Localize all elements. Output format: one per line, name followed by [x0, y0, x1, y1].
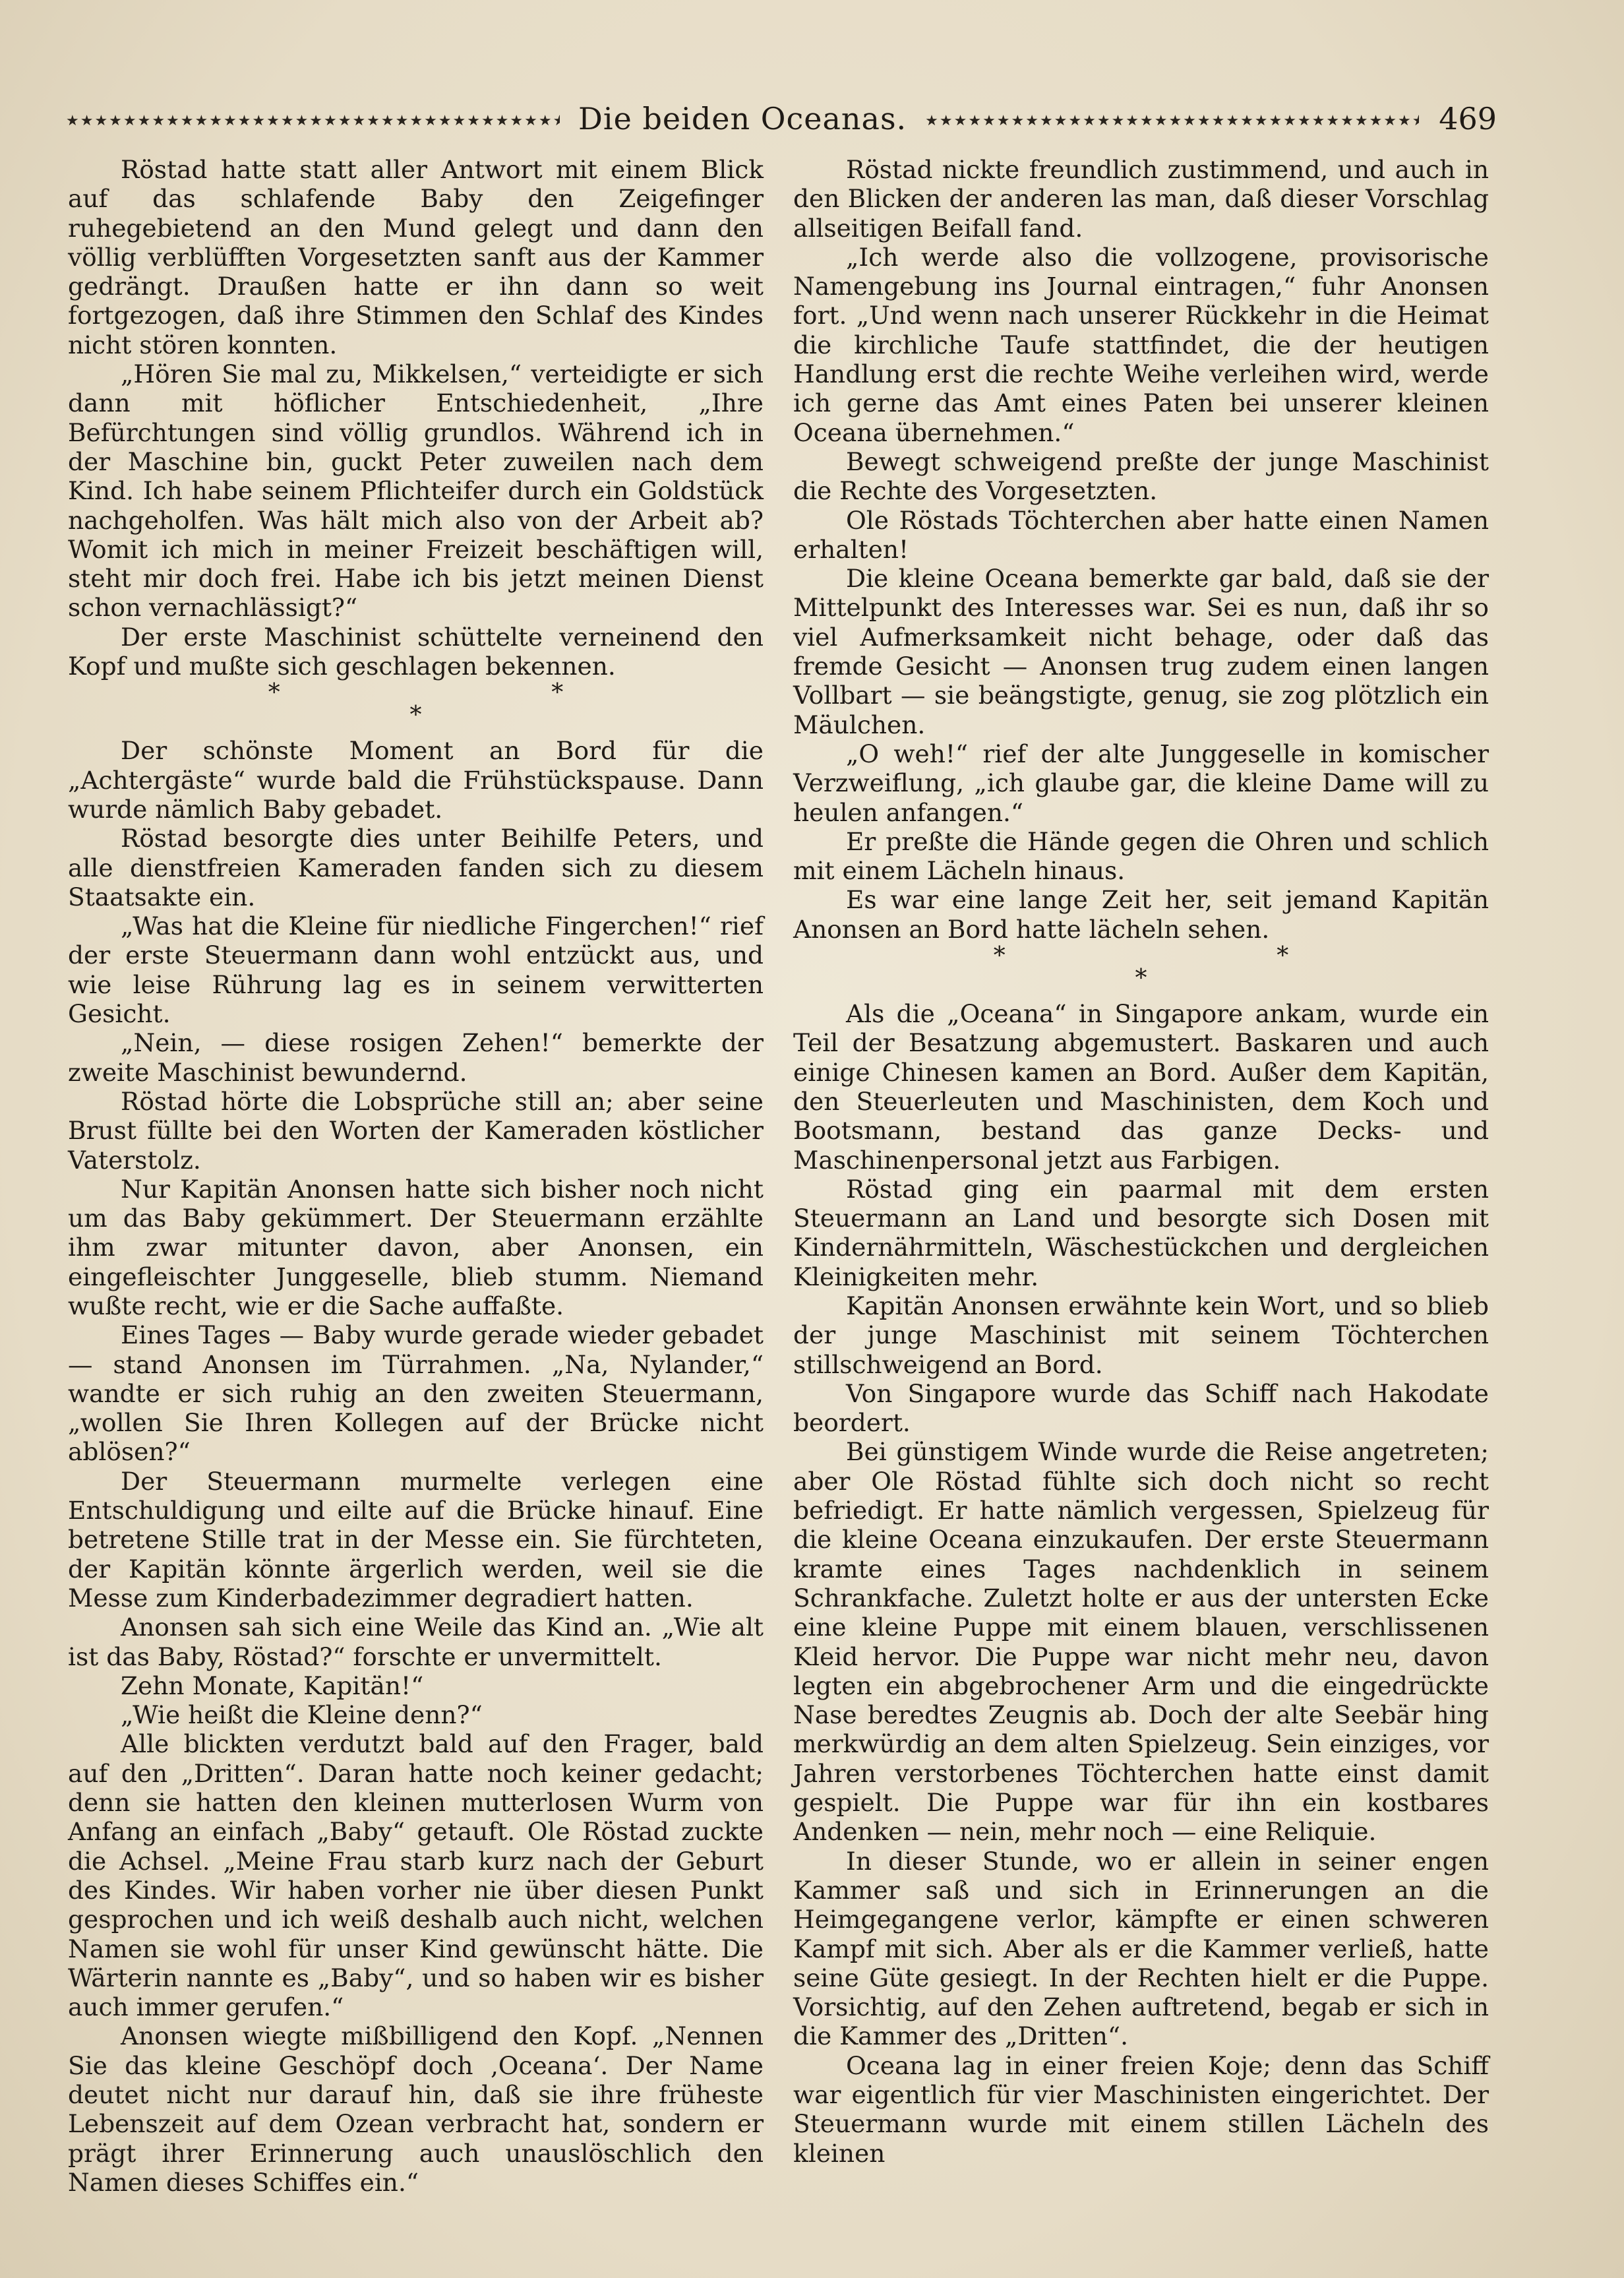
- paragraph: Er preßte die Hände gegen die Ohren und schlich mit einem Lächeln hinaus.: [793, 826, 1489, 886]
- paragraph: Röstad nickte freundlich zustimmend, und auch in den Blicken der anderen las man, daß dieser Vorschlag allseitigen Beifall fand.: [793, 155, 1489, 243]
- paragraph: Eines Tages — Baby wurde gerade wieder gebadet — stand Anonsen im Türrahmen. „Na, Nylander,“ wandte er sich ruhig an den zweiten Steuermann, „wollen Sie Ihren Kollegen auf der Brücke nicht ablösen?“: [68, 1320, 764, 1467]
- paragraph: Bei günstigem Winde wurde die Reise angetreten; aber Ole Röstad fühlte sich doch nicht so recht befriedigt. Er hatte nämlich vergessen, Spielzeug für die kleine Oceana einzukaufen. Der erste Steuermann kramte eines Tages nachdenklich in seinem Schrankfache. Zuletzt holte er aus der untersten Ecke eine kleine Puppe mit einem blauen, verschlissenen Kleid hervor. Die Puppe war nicht mehr neu, davon legten ein abgebrochener Arm und die eingedrückte Nase beredtes Zeugnis ab. Doch der alte Seebär hing merkwürdig an dem alten Spielzeug. Sein einziges, vor Jahren verstorbenes Töchterchen hatte einst damit gespielt. Die Puppe war für ihn ein kostbares Andenken — nein, mehr noch — eine Reliquie.: [793, 1437, 1489, 1847]
- paragraph: Oceana lag in einer freien Koje; denn das Schiff war eigentlich für vier Maschinisten eingerichtet. Der Steuermann wurde mit einem stillen Lächeln des kleinen: [793, 2050, 1489, 2168]
- paragraph: Als die „Oceana“ in Singapore ankam, wurde ein Teil der Besatzung abgemustert. Baskaren und auch einige Chinesen kamen an Bord. Außer dem Kapitän, den Steuerleuten und Maschinisten, dem Koch und Bootsmann, bestand das ganze Decks- und Maschinenpersonal jetzt aus Farbigen.: [793, 999, 1489, 1175]
- paragraph: Die kleine Oceana bemerkte gar bald, daß sie der Mittelpunkt des Interesses war. Sei es nun, daß ihr so viel Aufmerksamkeit nicht behage, oder daß das fremde Gesicht — Anonsen trug zudem einen langen Vollbart — sie beängstigte, genug, sie zog plötzlich ein Mäulchen.: [793, 564, 1489, 739]
- section-separator: [68, 679, 764, 729]
- paragraph: Röstad ging ein paarmal mit dem ersten Steuermann an Land und besorgte sich Dosen mit Kindernährmitteln, Wäschestückchen und dergleichen Kleinigkeiten mehr.: [793, 1174, 1489, 1291]
- paragraph: Ole Röstads Töchterchen aber hatte einen Namen erhalten!: [793, 505, 1489, 564]
- paragraph: „O weh!“ rief der alte Junggeselle in komischer Verzweiflung, „ich glaube gar, die kleine Dame will zu heulen anfangen.“: [793, 739, 1489, 827]
- paragraph: „Was hat die Kleine für niedliche Fingerchen!“ rief der erste Steuermann dann wohl entzückt aus, und wie leise Rührung lag es in seinem verwitterten Gesicht.: [68, 911, 764, 1029]
- paragraph: Der erste Maschinist schüttelte verneinend den Kopf und mußte sich geschlagen bekennen.: [68, 622, 764, 681]
- paragraph: Zehn Monate, Kapitän!“: [121, 1671, 424, 1700]
- section-separator: [793, 942, 1489, 993]
- separator-stars-top: * *: [993, 942, 1421, 970]
- paragraph: Der schönste Moment an Bord für die „Achtergäste“ wurde bald die Frühstückspause. Dann wurde nämlich Baby gebadet.: [68, 736, 764, 824]
- paragraph: Röstad besorgte dies unter Beihilfe Peters, und alle dienstfreien Kameraden fanden sich zu diesem Staatsakte ein.: [68, 824, 764, 911]
- left-column: [68, 155, 764, 2197]
- paragraph: Der Steuermann murmelte verlegen eine Entschuldigung und eilte auf die Brücke hinauf. Eine betretene Stille trat in der Messe ein. Sie fürchteten, der Kapitän könnte ärgerlich werden, weil sie die Messe zum Kinderbadezimmer degradiert hatten.: [68, 1466, 764, 1613]
- separator-star-bottom: *: [1135, 965, 1147, 993]
- ornament-right: [925, 108, 1419, 131]
- paragraph: Anonsen sah sich eine Weile das Kind an. „Wie alt ist das Baby, Röstad?“ forschte er unvermittelt.: [68, 1613, 764, 1671]
- paragraph: In dieser Stunde, wo er allein in seiner engen Kammer saß und sich in Erinnerungen an die Heimgegangene verlor, kämpfte er einen schweren Kampf mit sich. Aber als er die Kammer verließ, hatte seine Güte gesiegt. In der Rechten hielt er die Puppe. Vorsichtig, auf den Zehen auftretend, begab er sich in die Kammer des „Dritten“.: [793, 1846, 1489, 2051]
- separator-star-bottom: *: [409, 702, 422, 729]
- paragraph: „Hören Sie mal zu, Mikkelsen,“ verteidigte er sich dann mit höflicher Entschiedenheit, „Ihre Befürchtungen sind völlig grundlos. Während ich in der Maschine bin, guckt Peter zuweilen nach dem Kind. Ich habe seinem Pflichteifer durch ein Goldstück nachgeholfen. Was hält mich also von der Arbeit ab? Womit ich mich in meiner Freizeit beschäftigen will, steht mir doch frei. Habe ich bis jetzt meinen Dienst schon vernachlässigt?“: [68, 359, 764, 623]
- paragraph: Kapitän Anonsen erwähnte kein Wort, und so blieb der junge Maschinist mit seinem Töchterchen stillschweigend an Bord.: [793, 1291, 1489, 1379]
- paragraph: Bewegt schweigend preßte der junge Maschinist die Rechte des Vorgesetzten.: [793, 446, 1489, 506]
- ornament-left: [66, 108, 560, 131]
- running-title: Die beiden Oceanas.: [578, 101, 907, 137]
- separator-stars-top: * *: [268, 679, 696, 707]
- paragraph: Anonsen wiegte mißbilligend den Kopf. „Nennen Sie das kleine Geschöpf doch ‚Oceana‘. Der Name deutet nicht nur darauf hin, daß sie ihre früheste Lebenszeit auf dem Ozean verbracht hat, sondern er prägt ihrer Erinnerung auch unauslöschlich den Namen dieses Schiffes ein.“: [68, 2021, 764, 2197]
- paragraph: „Ich werde also die vollzogene, provisorische Namengebung ins Journal eintragen,“ fuhr Anonsen fort. „Und wenn nach unserer Rückkehr in die Heimat die kirchliche Taufe stattfindet, die der heutigen Handlung erst die rechte Weihe verleihen wird, werde ich gerne das Amt eines Paten bei unserer kleinen Oceana übernehmen.“: [793, 242, 1489, 447]
- paragraph: Es war eine lange Zeit her, seit jemand Kapitän Anonsen an Bord hatte lächeln sehen.: [793, 885, 1489, 944]
- paragraph: Röstad hörte die Lobsprüche still an; aber seine Brust füllte bei den Worten der Kameraden köstlicher Vaterstolz.: [68, 1086, 764, 1175]
- page-number: 469: [1439, 101, 1497, 137]
- paragraph: „Wie heißt die Kleine denn?“: [121, 1700, 483, 1730]
- paragraph: Alle blickten verdutzt bald auf den Frager, bald auf den „Dritten“. Daran hatte noch keiner gedacht; denn sie hatten den kleinen mutterlosen Wurm von Anfang an einfach „Baby“ getauft. Ole Röstad zuckte die Achsel. „Meine Frau starb kurz nach der Geburt des Kindes. Wir haben vorher nie über diesen Punkt gesprochen und ich weiß deshalb auch nicht, welchen Namen sie wohl für unser Kind gewünscht hätte. Die Wärterin nannte es „Baby“, und so haben wir es bisher auch immer gerufen.“: [68, 1729, 764, 2022]
- paragraph: Röstad hatte statt aller Antwort mit einem Blick auf das schlafende Baby den Zeigefinger ruhegebietend an den Mund gelegt und dann den völlig verblüfften Vorgesetzten sanft aus der Kammer gedrängt. Draußen hatte er ihn dann so weit fortgezogen, daß ihre Stimmen den Schlaf des Kindes nicht stören konnten.: [68, 155, 764, 359]
- right-column: [793, 155, 1489, 2168]
- paragraph: Von Singapore wurde das Schiff nach Hakodate beordert.: [793, 1378, 1489, 1438]
- paragraph: Nur Kapitän Anonsen hatte sich bisher noch nicht um das Baby gekümmert. Der Steuermann erzählte ihm zwar mitunter davon, aber Anonsen, ein eingefleischter Junggeselle, blieb stumm. Niemand wußte recht, wie er die Sache auffaßte.: [68, 1174, 764, 1320]
- paragraph: „Nein, — diese rosigen Zehen!“ bemerkte der zweite Maschinist bewundernd.: [68, 1028, 764, 1087]
- running-header: [66, 99, 1497, 139]
